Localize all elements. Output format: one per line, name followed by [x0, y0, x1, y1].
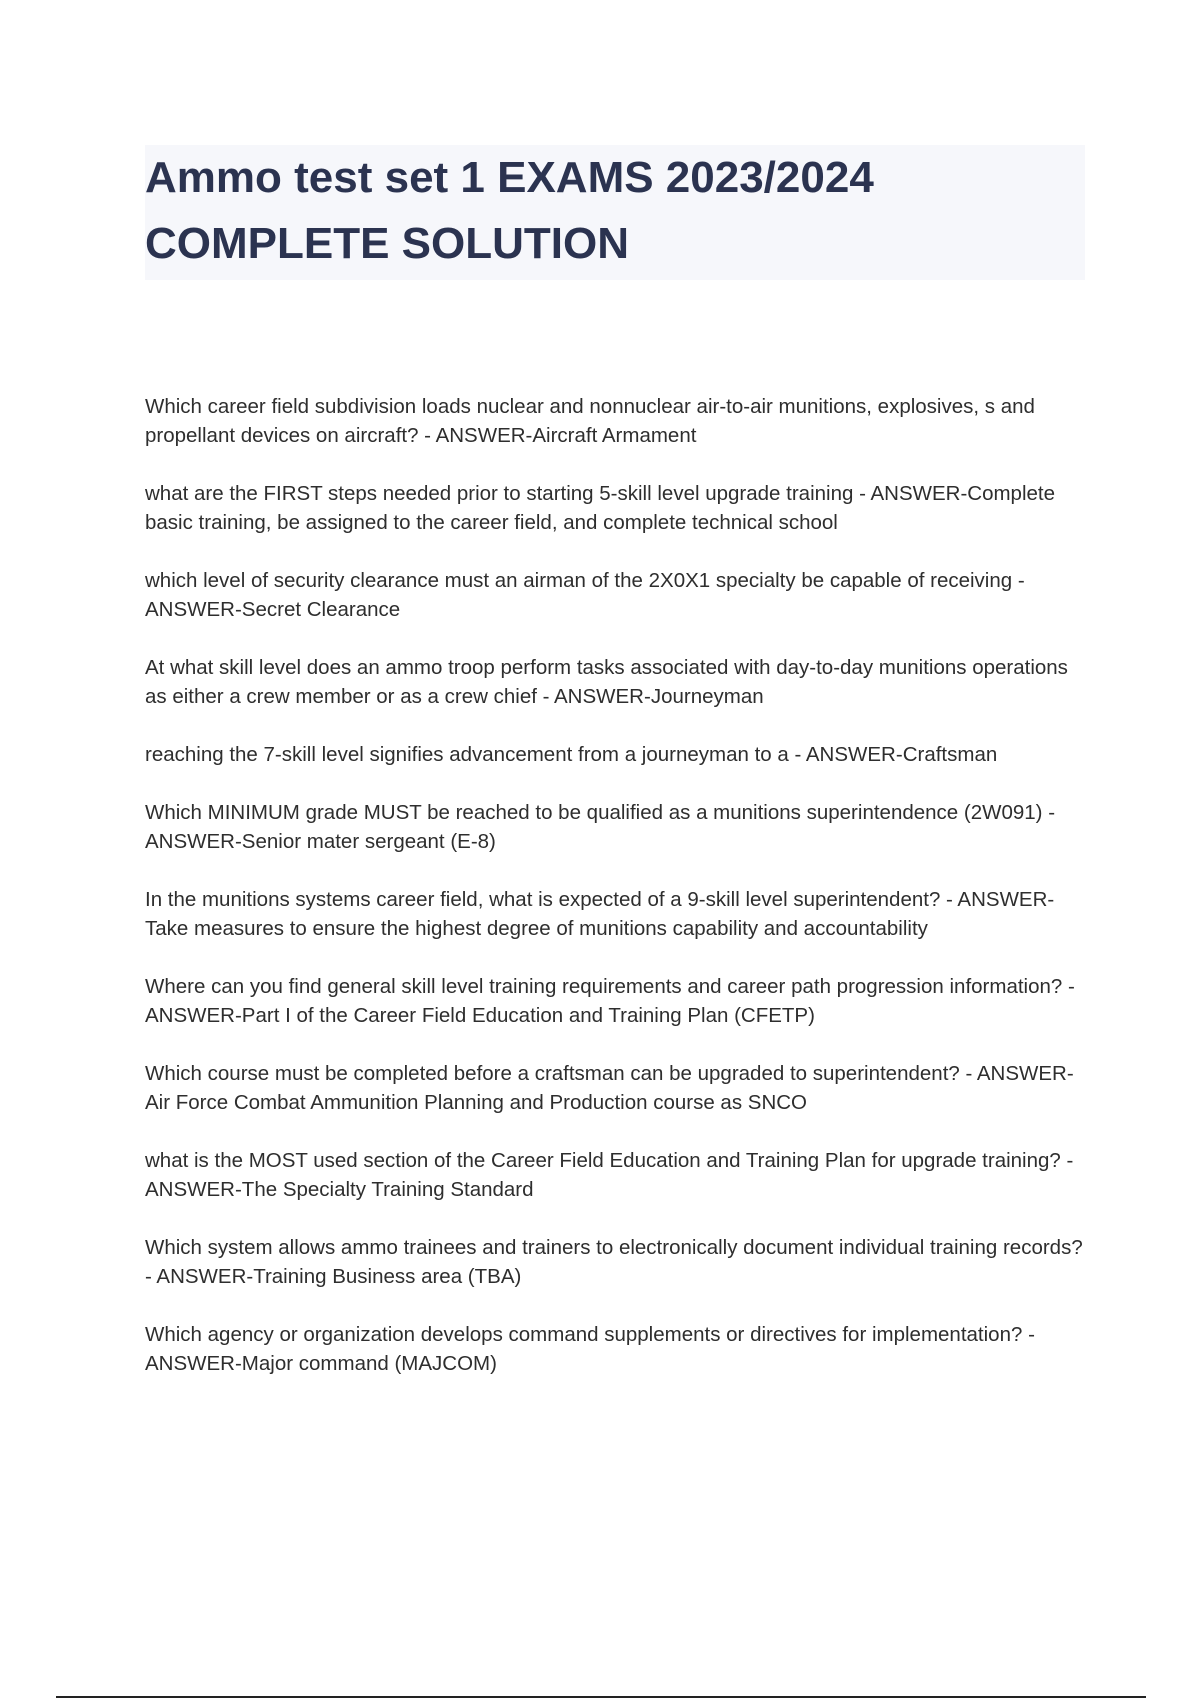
qa-item: what is the MOST used section of the Career Field Education and Training Plan for upgrade training? - ANSWER-The Specialty Training Standard	[145, 1149, 1074, 1201]
title-block	[145, 145, 1085, 280]
qa-list	[145, 392, 1085, 1407]
qa-item: Which course must be completed before a craftsman can be upgraded to superintendent? - ANSWER-Air Force Combat Ammunition Planning and Production course as SNCO	[145, 1062, 1074, 1114]
qa-item: Which agency or organization develops command supplements or directives for implementation? - ANSWER-Major command (MAJCOM)	[145, 1323, 1035, 1375]
qa-item: Which MINIMUM grade MUST be reached to be qualified as a munitions superintendence (2W091) - ANSWER-Senior mater sergeant (E-8)	[145, 801, 1056, 853]
qa-item: At what skill level does an ammo troop perform tasks associated with day-to-day munitions operations as either a crew member or as a crew chief - ANSWER-Journeyman	[145, 656, 1068, 708]
qa-item: what are the FIRST steps needed prior to starting 5-skill level upgrade training - ANSWER-Complete basic training, be assigned to the career field, and complete technical school	[145, 482, 1056, 534]
document-title: Ammo test set 1 EXAMS 2023/2024 COMPLETE SOLUTION	[145, 153, 874, 268]
qa-item: reaching the 7-skill level signifies advancement from a journeyman to a - ANSWER-Craftsman	[145, 743, 998, 766]
qa-item: Where can you find general skill level training requirements and career path progression information? - ANSWER-Part I of the Career Field Education and Training Plan (CFETP)	[145, 975, 1075, 1027]
qa-item: In the munitions systems career field, what is expected of a 9-skill level superintendent? - ANSWER-Take measures to ensure the highest degree of munitions capability and accountability	[145, 888, 1055, 940]
qa-item: which level of security clearance must an airman of the 2X0X1 specialty be capable of receiving - ANSWER-Secret Clearance	[145, 569, 1025, 621]
qa-item: Which career field subdivision loads nuclear and nonnuclear air-to-air munitions, explosives, s and propellant devices on aircraft? - ANSWER-Aircraft Armament	[145, 395, 1035, 447]
footer-divider	[56, 1696, 1146, 1698]
qa-item: Which system allows ammo trainees and trainers to electronically document individual training records? - ANSWER-Training Business area (TBA)	[145, 1236, 1083, 1288]
